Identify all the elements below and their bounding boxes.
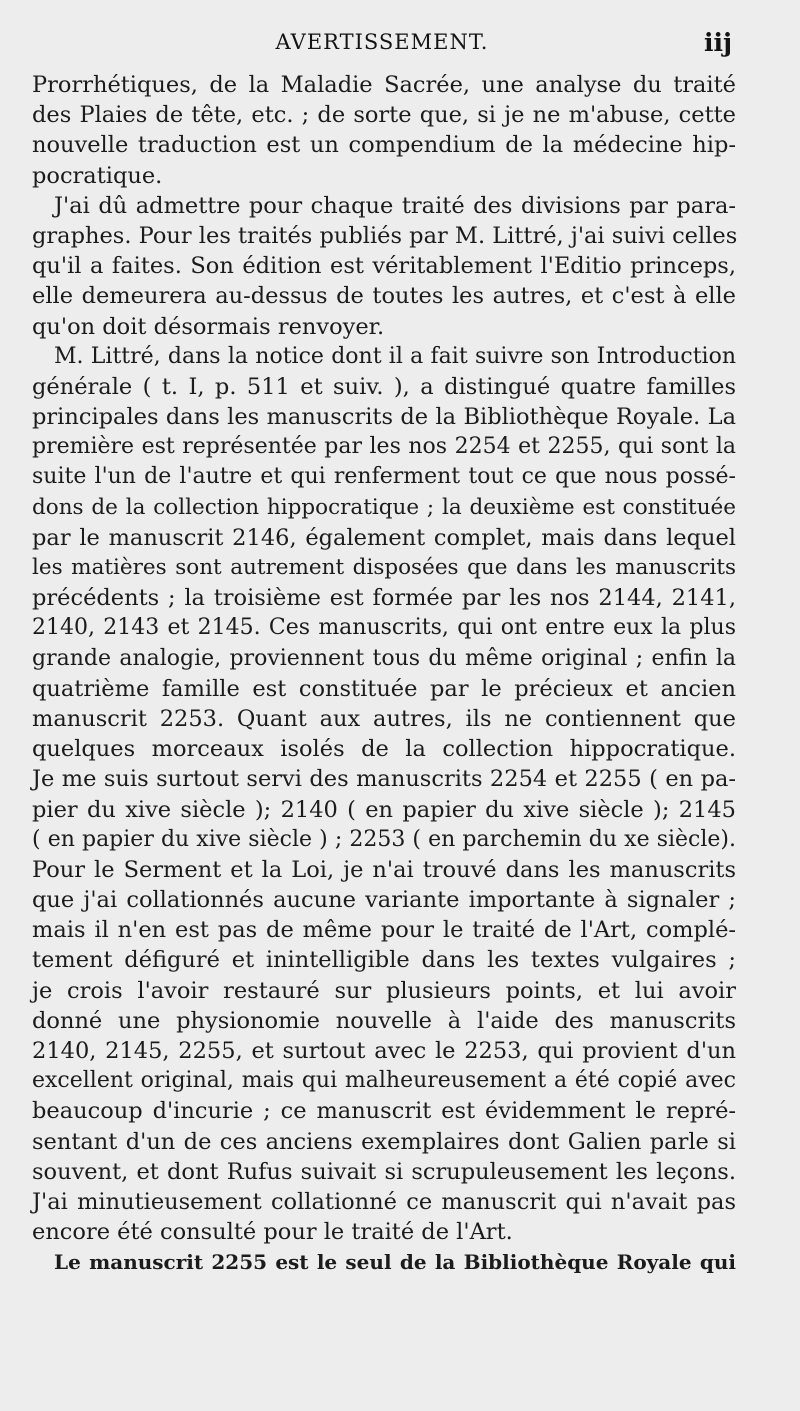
text-line: qu'on doit désormais renvoyer. [32,313,385,340]
text-line: J'ai dû admettre pour chaque traité des divisions par para- [54,192,736,219]
text-line: tement défiguré et inintelligible dans les textes vulgaires ; [32,947,736,974]
text-line: des Plaies de tête, etc. ; de sorte que, si je ne m'abuse, cette [32,102,736,129]
text-line: dons de la collection hippocratique ; la deuxième est constituée [32,494,736,520]
body-text [32,70,736,1278]
text-line: principales dans les manuscrits de la Bibliothèque Royale. La [32,404,736,431]
text-line: ( en papier du xive siècle ) ; 2253 ( en parchemin du xe siècle). [32,826,736,852]
text-line: par le manuscrit 2146, également complet, mais dans lequel [32,524,736,551]
text-line: je crois l'avoir restauré sur plusieurs points, et lui avoir [32,977,736,1004]
text-line: Prorrhétiques, de la Maladie Sacrée, une analyse du traité [32,72,736,98]
text-line: nouvelle traduction est un compendium de la médecine hip- [32,132,736,159]
text-line: première est représentée par les nos 2254 et 2255, qui sont la [32,434,736,460]
text-line: elle demeurera au-dessus de toutes les autres, et c'est à elle [32,283,736,310]
text-line: beaucoup d'incurie ; ce manuscrit est évidemment le repré- [32,1098,736,1125]
text-line: excellent original, mais qui malheureusement a été copié avec [32,1068,736,1094]
text-line: précédents ; la troisième est formée par les nos 2144, 2141, [32,585,736,612]
text-line: 2140, 2145, 2255, et surtout avec le 2253, qui provient d'un [32,1038,736,1064]
text-line: pocratique. [32,162,163,189]
text-line: Le manuscrit 2255 est le seul de la Bibliothèque Royale qui [54,1250,736,1275]
text-line: suite l'un de l'autre et qui renferment tout ce que nous possé- [32,464,736,490]
text-line: M. Littré, dans la notice dont il a fait suivre son Introduction [54,343,736,369]
text-line: graphes. Pour les traités publiés par M. Littré, j'ai suivi celles [32,222,738,249]
text-line: Je me suis surtout servi des manuscrits 2254 et 2255 ( en pa- [32,766,736,793]
text-line: mais il n'en est pas de même pour le traité de l'Art, complé- [32,917,736,944]
text-line: les matières sont autrement disposées que dans les manuscrits [32,555,736,580]
text-line: que j'ai collationnés aucune variante importante à signaler ; [32,887,736,914]
text-line: quelques morceaux isolés de la collection hippocratique. [32,736,736,763]
text-line: quatrième famille est constituée par le précieux et ancien [32,675,736,702]
page-header [32,30,732,64]
text-line: donné une physionomie nouvelle à l'aide des manuscrits [32,1007,736,1034]
text-line: grande analogie, proviennent tous du même original ; enfin la [32,645,736,671]
text-line: souvent, et dont Rufus suivait si scrupuleusement les leçons. [32,1158,736,1185]
text-line: Pour le Serment et la Loi, je n'ai trouvé dans les manuscrits [32,856,736,883]
text-line: manuscrit 2253. Quant aux autres, ils ne contiennent que [32,705,736,732]
text-line: J'ai minutieusement collationné ce manuscrit qui n'avait pas [32,1188,736,1215]
text-line: sentant d'un de ces anciens exemplaires dont Galien parle si [32,1128,736,1155]
text-line: encore été consulté pour le traité de l'Art. [32,1219,513,1246]
text-line: générale ( t. I, p. 511 et suiv. ), a distingué quatre familles [32,373,736,400]
text-line: pier du xive siècle ); 2140 ( en papier du xive siècle ); 2145 [32,796,736,823]
page-number: iij [703,28,732,57]
text-line: 2140, 2143 et 2145. Ces manuscrits, qui ont entre eux la plus [32,615,736,641]
text-line: qu'il a faites. Son édition est véritablement l'Editio princeps, [32,253,736,280]
running-title: AVERTISSEMENT. [275,30,489,54]
